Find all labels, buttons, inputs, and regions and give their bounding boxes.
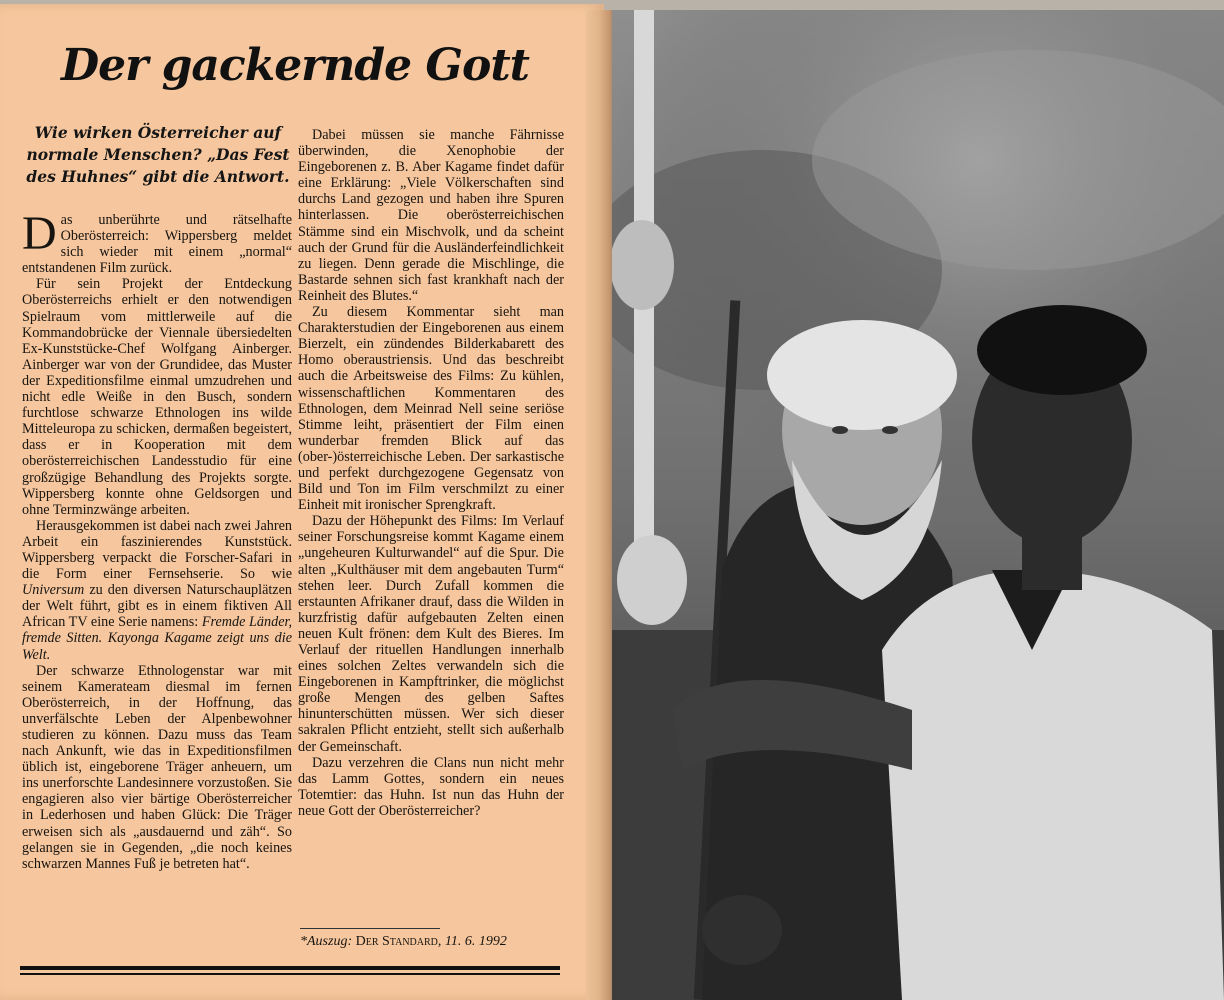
paragraph-4: Der schwarze Ethnologenstar war mit seinem Kamerateam diesmal im fernen Oberösterreich, in der Hoffnung, das unverfälschte Leben der Alpenbewohner studieren zu können. Dazu muss das Team nach Ankunft, wie das in Expeditionsfilmen üblich ist, eingeborene Träger anheuern, um ins unerforschte Landesinnere vorzustoßen. Sie engagieren also vier bärtige Oberösterreicher in Lederhosen und haben Glück: Die Träger erweisen sich als „ausdauernd und zäh“. So gelangen sie in Gegenden, „die noch keines schwarzen Mannes Fuß je betreten hat“.	[22, 662, 292, 872]
paragraph-6: Zu diesem Kommentar sieht man Charakterstudien der Eingeborenen aus einem Bierzelt, ein zündendes Bilderkabarett des Homo oberaustriensis. Und das beschreibt auch die Arbeitsweise des Films: Zu kühlen, wissenschaftlichen Kommentaren des Ethnologen, dem Meinrad Nell seine seriöse Stimme leiht, präsentiert der Film einen wunderbar fremden Blick auf das (ober-)österreichische Leben. Der sarkastische und perfekt durchgezogene Gegensatz von Bild und Ton im Film verschmilzt zu einer Einheit mit ironischer Sprengkraft.	[298, 304, 564, 514]
text-column-2	[298, 127, 564, 819]
paragraph-3: Herausgekommen ist dabei nach zwei Jahren Arbeit ein faszinierendes Kunststück. Wippersberg verpackt die Forscher-Safari in die Form einer Fernsehserie. So wie Universum zu den diversen Naturschauplätzen der Welt führt, gibt es in einem fiktiven All African TV eine Serie namens: Fremde Länder, fremde Sitten. Kayonga Kagame zeigt uns die Welt.	[22, 517, 292, 663]
source-divider	[300, 928, 440, 929]
drop-cap: D	[22, 207, 57, 260]
article-lead: Wie wirken Österreicher auf normale Menschen? „Das Fest des Huhnes“ gibt die Antwort.	[26, 123, 290, 186]
paragraph-5: Dabei müssen sie manche Fährnisse überwinden, die Xenophobie der Eingeborenen z. B. Aber Kagame findet dafür eine Erklärung: „Viele Völkerschaften sind durchs Land gezogen und haben ihre Spuren hinterlassen. Die oberösterreichischen Stämme sind ein Mischvolk, und da scheint auch der Grund für die Ausländerfeindlichkeit zu liegen. Denn gerade die Mischlinge, die Bastarde sehnen sich fast krankhaft nach der Reinheit des Blutes.“	[298, 127, 564, 304]
paragraph-2: Für sein Projekt der Entdeckung Oberösterreichs erhielt er den notwendigen Spielraum vom mittlerweile auf die Kommandobrücke der Viennale übersiedelten Ex-Kunststücke-Chef Wolfgang Ainberger. Ainberger war von der Grundidee, das Muster der Expeditionsfilme einmal umzudrehen und nicht edle Weiße in den Busch, sondern furchtlose schwarze Ethnologen ins wilde Mitteleuropa zu schicken, dermaßen begeistert, dass er in Kooperation mit dem oberösterreichischen Landesstudio für eine großzügige Behandlung des Projekts sorgte. Wippersberg konnte ohne Geldsorgen und ohne Terminzwänge arbeiten.	[22, 276, 292, 518]
text-column-1	[22, 207, 292, 872]
paragraph-8: Dazu verzehren die Clans nun nicht mehr das Lamm Gottes, sondern ein neues Totemtier: das Huhn. Ist nun das Huhn der neue Gott der Oberösterreicher?	[298, 754, 564, 819]
footer-rule-thick	[20, 966, 560, 970]
photo-illustration	[612, 10, 1224, 1000]
source-citation: *Auszug: Der Standard, 11. 6. 1992	[300, 934, 507, 949]
article-photo	[612, 10, 1224, 1000]
paragraph-1: Das unberührte und rätselhafte Oberösterreich: Wippersberg meldet sich wieder mit einem „normal“ entstandenen Film zurück.	[22, 207, 292, 277]
footer-rule-thin	[20, 973, 560, 975]
article-title: Der gackernde Gott	[60, 40, 530, 91]
paragraph-7: Dazu der Höhepunkt des Films: Im Verlauf seiner Forschungsreise kommt Kagame einem „ungeheuren Kulturwandel“ auf die Spur. Die alten „Kulthäuser mit dem angebauten Turm“ stehen leer. Durch Zufall kommen die erstaunten Afrikaner drauf, dass die Wilden in kurzfristig dafür aufgebauten Zelten einen neuen Kult frönen: dem Kult des Bieres. Im Verlauf der rituellen Handlungen innerhalb eines solchen Zeltes verwandeln sich die Eingeborenen in Kampftrinker, die möglichst große Mengen des gelben Saftes hinunterschütten müssen. Wer sich dieser sakralen Pflicht entzieht, stellt sich außerhalb der Gemeinschaft.	[298, 513, 564, 755]
